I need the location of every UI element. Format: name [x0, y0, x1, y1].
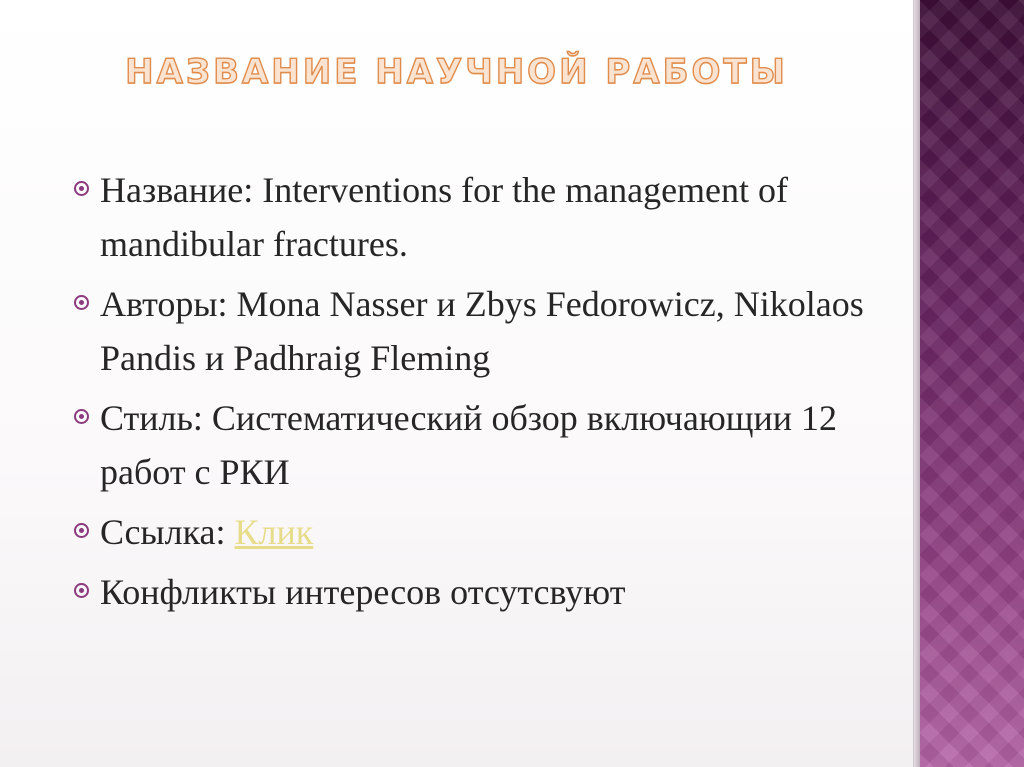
bullet-item-title — [74, 163, 874, 271]
circle-dot-icon — [74, 583, 89, 598]
bullet-item-conflicts — [74, 565, 874, 619]
circle-dot-icon — [74, 181, 89, 196]
decorative-side-band — [914, 0, 1024, 767]
bullet-list — [74, 163, 874, 625]
circle-dot-icon — [74, 523, 89, 538]
bullet-item-style — [74, 391, 874, 499]
bullet-text: Конфликты интересов отсутсвуют — [100, 572, 626, 612]
bullet-item-link — [74, 505, 874, 559]
bullet-item-authors — [74, 277, 874, 385]
bullet-text: Авторы: Mona Nasser и Zbys Fedorowicz, Nikolaos Pandis и Padhraig Fleming — [100, 284, 864, 378]
bullet-label: Ссылка: — [100, 512, 235, 552]
circle-dot-icon — [74, 409, 89, 424]
slide-title: НАЗВАНИЕ НАУЧНОЙ РАБОТЫ — [125, 52, 788, 92]
circle-dot-icon — [74, 295, 89, 310]
bullet-text: Название: Interventions for the management of mandibular fractures. — [100, 170, 789, 264]
source-link[interactable]: Клик — [234, 512, 314, 552]
bullet-text: Стиль: Систематический обзор включающии 12 работ с РКИ — [100, 398, 837, 492]
